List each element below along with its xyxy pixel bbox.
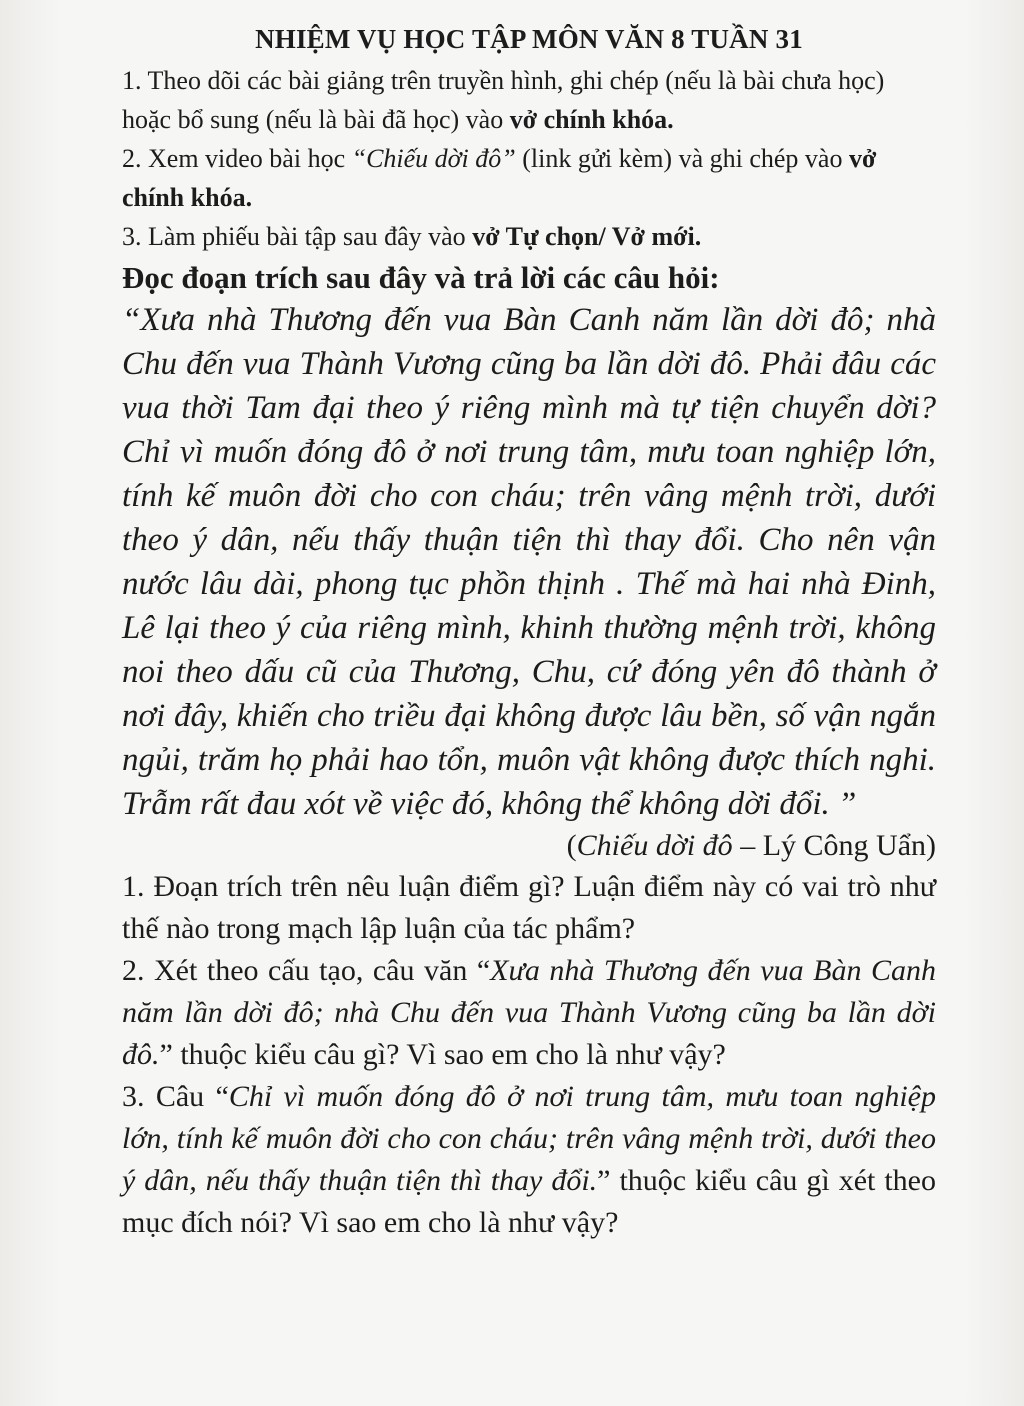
task-3-text: 3. Làm phiếu bài tập sau đây vào [122, 222, 473, 251]
excerpt-passage: “Xưa nhà Thương đến vua Bàn Canh năm lần dời đô; nhà Chu đến vua Thành Vương cũng ba lần dời đô. Phải đâu các vua thời Tam đại theo ý riêng mình mà tự tiện chuyển dời? Chỉ vì muốn đóng đô ở nơi trung tâm, mưu toan nghiệp lớn, tính kế muôn đời cho con cháu; trên vâng mệnh trời, dưới theo ý dân, nếu thấy thuận tiện thì thay đổi. Cho nên vận nước lâu dài, phong tục phồn thịnh . Thế mà hai nhà Đinh, Lê lại theo ý của riêng mình, khinh thường mệnh trời, không noi theo dấu cũ của Thương, Chu, cứ đóng yên đô thành ở nơi đây, khiến cho triều đại không được lâu bền, số vận ngắn ngủi, trăm họ phải hao tổn, muôn vật không được thích nghi. Trẫm rất đau xót về việc đó, không thể không dời đổi. ” [122, 302, 936, 822]
task-3-emphasis: vở Tự chọn/ Vở mới. [472, 222, 702, 251]
reading-heading: Đọc đoạn trích sau đây và trả lời các câu hỏi: [122, 260, 720, 295]
task-2-text-after: (link gửi kèm) và ghi chép vào [515, 144, 849, 173]
question-3 [122, 1076, 936, 1244]
question-3-before: 3. Câu “ [122, 1080, 229, 1113]
page-title: NHIỆM VỤ HỌC TẬP MÔN VĂN 8 TUẦN 31 [255, 24, 803, 54]
task-2 [122, 139, 936, 217]
excerpt-source [122, 826, 936, 866]
question-2-before: 2. Xét theo cấu tạo, câu văn “ [122, 954, 491, 987]
question-1: 1. Đoạn trích trên nêu luận điểm gì? Luận điểm này có vai trò như thế nào trong mạch lập luận của tác phẩm? [122, 870, 936, 945]
source-work: Chiếu dời đô [576, 829, 733, 862]
task-2-text-before: 2. Xem video bài học [122, 144, 352, 173]
question-3-after: ” thuộc kiểu câu gì xét theo mục đích nói? Vì sao em cho là như vậy? [122, 1164, 936, 1239]
task-3 [122, 217, 936, 256]
question-2-after: ” thuộc kiểu câu gì? Vì sao em cho là như vậy? [159, 1038, 726, 1071]
source-author: – Lý Công Uẩn) [732, 829, 936, 862]
source-open: ( [566, 829, 577, 862]
task-2-lesson-title: “Chiếu dời đô” [351, 144, 516, 173]
task-2-emphasis: vở chính khóa. [122, 144, 877, 212]
task-1-emphasis: vở chính khóa. [509, 105, 674, 134]
task-1-text: 1. Theo dõi các bài giảng trên truyền hình, ghi chép (nếu là bài chưa học) hoặc bổ sung (nếu là bài đã học) vào [122, 66, 885, 134]
task-1 [122, 61, 936, 139]
question-3-quote: Chỉ vì muốn đóng đô ở nơi trung tâm, mưu toan nghiệp lớn, tính kế muôn đời cho con cháu; trên vâng mệnh trời, dưới theo ý dân, nếu thấy thuận tiện thì thay đổi. [122, 1080, 937, 1197]
question-2 [122, 950, 936, 1076]
question-2-quote: Xưa nhà Thương đến vua Bàn Canh năm lần dời đô; nhà Chu đến vua Thành Vương cũng ba lần dời đô. [122, 954, 936, 1071]
